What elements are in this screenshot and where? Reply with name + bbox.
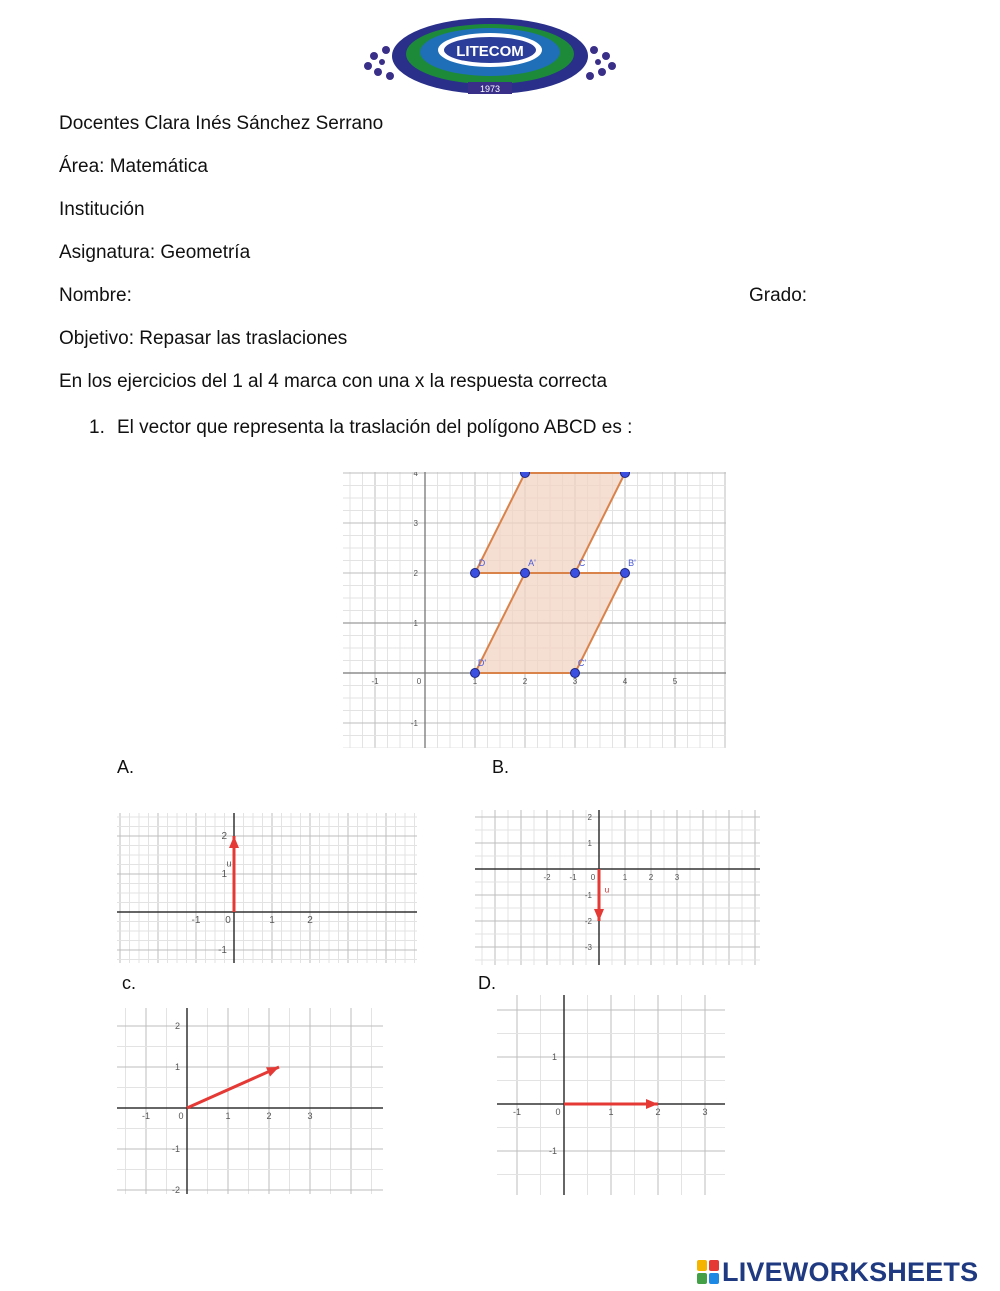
point-label: B' bbox=[628, 558, 636, 568]
point-C-prime bbox=[571, 669, 580, 678]
x-tick-label: 4 bbox=[622, 677, 628, 686]
option-b-label[interactable]: B. bbox=[492, 757, 510, 777]
point-label: A' bbox=[528, 558, 536, 568]
polygon-plot bbox=[343, 472, 726, 748]
y-tick-label: -2 bbox=[584, 917, 592, 926]
x-tick-label: 1 bbox=[225, 1111, 231, 1121]
y-tick-label: 1 bbox=[413, 619, 418, 628]
y-tick-label: 1 bbox=[551, 1052, 557, 1062]
x-tick-label: 0 bbox=[555, 1107, 561, 1117]
y-tick-label: 2 bbox=[174, 1021, 180, 1031]
vector-label: u bbox=[226, 858, 232, 869]
x-tick-label: 0 bbox=[225, 915, 231, 926]
x-tick-label: 1 bbox=[622, 873, 628, 882]
question-number: 1. bbox=[89, 417, 105, 438]
x-tick-label: 1 bbox=[608, 1107, 614, 1117]
x-tick-label: 0 bbox=[590, 873, 596, 882]
point-D-prime bbox=[471, 669, 480, 678]
x-tick-label: 2 bbox=[266, 1111, 272, 1121]
x-tick-label: 1 bbox=[269, 915, 275, 926]
y-tick-label: 2 bbox=[221, 831, 227, 842]
y-tick-label: 1 bbox=[221, 869, 227, 880]
y-tick-label: 1 bbox=[174, 1062, 180, 1072]
y-tick-label: 2 bbox=[587, 813, 592, 822]
x-tick-label: 2 bbox=[522, 677, 528, 686]
y-tick-label: -2 bbox=[171, 1185, 180, 1194]
point-C bbox=[571, 569, 580, 578]
y-tick-label: -1 bbox=[548, 1146, 557, 1156]
grid bbox=[475, 810, 760, 965]
option-d-label[interactable]: D. bbox=[478, 973, 496, 993]
y-tick-label: -1 bbox=[410, 719, 418, 728]
point-label: D bbox=[478, 558, 486, 568]
x-tick-label: -1 bbox=[141, 1111, 151, 1121]
point-A bbox=[521, 472, 530, 478]
vector-arrowhead bbox=[594, 909, 604, 921]
institution-line: Institución bbox=[59, 199, 145, 220]
y-tick-label: 3 bbox=[413, 519, 418, 528]
point-label: C bbox=[578, 558, 586, 568]
x-tick-label: 2 bbox=[648, 873, 654, 882]
liveworksheets-brand: LIVEWORKSHEETS bbox=[722, 1256, 979, 1287]
liveworksheets-logo bbox=[697, 1255, 978, 1289]
x-tick-label: -1 bbox=[569, 873, 577, 882]
y-tick-label: -1 bbox=[218, 945, 227, 956]
x-tick-label: 3 bbox=[702, 1107, 708, 1117]
point-B bbox=[621, 472, 630, 478]
option-c-plot[interactable] bbox=[117, 1008, 383, 1194]
teacher-line: Docentes Clara Inés Sánchez Serrano bbox=[59, 113, 384, 134]
vector-label: u bbox=[604, 885, 610, 895]
x-tick-label: -1 bbox=[371, 677, 379, 686]
y-tick-label: 1 bbox=[587, 839, 592, 848]
x-tick-label: 0 bbox=[416, 677, 422, 686]
y-tick-label: 4 bbox=[413, 472, 418, 478]
objective-line: Objetivo: Repasar las traslaciones bbox=[59, 328, 348, 349]
logo-text: LITECOM bbox=[456, 43, 524, 60]
point-D bbox=[471, 569, 480, 578]
point-A-prime bbox=[521, 569, 530, 578]
x-tick-label: 0 bbox=[178, 1111, 184, 1121]
instruction-line: En los ejercicios del 1 al 4 marca con una x la respuesta correcta bbox=[59, 371, 608, 392]
option-a-label[interactable]: A. bbox=[117, 757, 135, 777]
x-tick-label: 3 bbox=[572, 677, 578, 686]
y-tick-label: 2 bbox=[413, 569, 418, 578]
question-text: El vector que representa la traslación del polígono ABCD es : bbox=[117, 417, 633, 438]
option-b-plot[interactable] bbox=[475, 810, 760, 965]
name-field-label: Nombre: bbox=[59, 285, 132, 306]
grid bbox=[117, 1008, 383, 1194]
point-B-prime bbox=[621, 569, 630, 578]
x-tick-label: 5 bbox=[672, 677, 678, 686]
school-logo bbox=[360, 10, 620, 102]
liveworksheets-icon bbox=[697, 1260, 719, 1284]
area-line: Área: Matemática bbox=[59, 156, 208, 177]
x-tick-label: 1 bbox=[472, 677, 478, 686]
option-d-plot[interactable] bbox=[497, 995, 725, 1195]
question-1 bbox=[89, 416, 632, 440]
y-tick-label: -1 bbox=[584, 891, 592, 900]
y-tick-label: -1 bbox=[171, 1144, 180, 1154]
subject-line: Asignatura: Geometría bbox=[59, 242, 251, 263]
grade-field-label: Grado: bbox=[749, 285, 808, 306]
logo-year: 1973 bbox=[479, 84, 501, 94]
point-label: D' bbox=[477, 658, 487, 668]
grid bbox=[117, 813, 417, 963]
x-tick-label: 3 bbox=[674, 873, 680, 882]
vector-arrowhead bbox=[229, 836, 239, 848]
y-tick-label: -3 bbox=[584, 943, 592, 952]
x-tick-label: 2 bbox=[307, 915, 313, 926]
point-label: C' bbox=[577, 658, 587, 668]
x-tick-label: -1 bbox=[191, 915, 201, 926]
option-c-label[interactable]: c. bbox=[122, 973, 137, 993]
grid bbox=[497, 995, 725, 1195]
x-tick-label: -1 bbox=[512, 1107, 522, 1117]
x-tick-label: -2 bbox=[543, 873, 551, 882]
x-tick-label: 3 bbox=[307, 1111, 313, 1121]
option-a-plot[interactable] bbox=[117, 813, 417, 963]
x-tick-label: 2 bbox=[655, 1107, 661, 1117]
